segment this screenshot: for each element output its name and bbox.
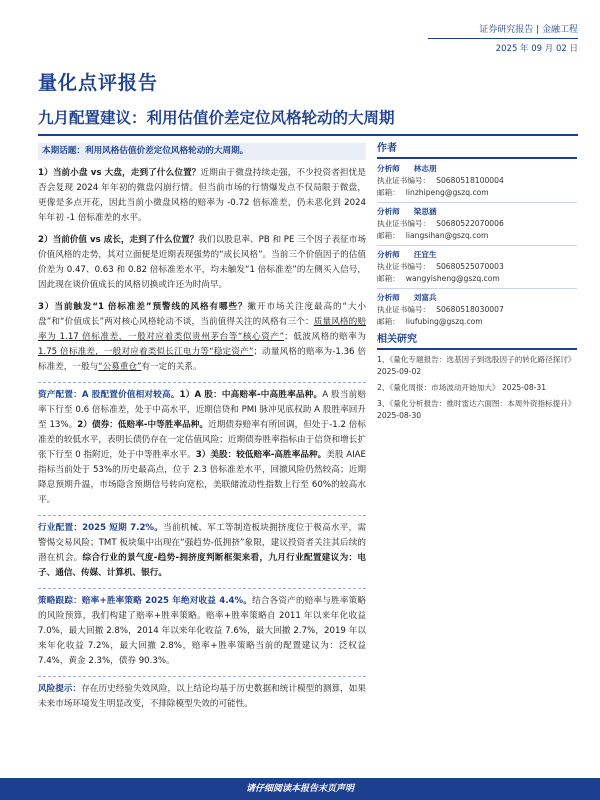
cert-number: S0680518100004 [436,176,504,185]
cert-label: 执业证书编号： [377,262,431,271]
email-label: 邮箱： [377,188,400,197]
related-list [377,354,577,422]
paragraph-lead: 策略跟踪：赔率+胜率策略 2025 年绝对收益 4.4%。 [38,596,253,606]
cert-number: S0680525070003 [436,262,504,271]
paragraph-body: 结合各资产的赔率与胜率策略的风险预算，我们构建了赔率+胜率策略。赔率+胜率策略自 2011 年以来年化收益 7.0%，最大回撤 2.8%，2014 年以来年化收益 7.6%，最大回撤 2.7%，2019 年以来年化收益 7.2%，最大回撤 2.8%，赔率+胜率策略当前的配置建议为：泛权益 7.4%，黄金 2.3%，债券 90.3%。 [38,596,366,666]
analyst-role: 分析师 [377,164,400,173]
paragraph-lead: 资产配置：A 股配置价值相对较高。 [38,390,180,400]
analyst-name: 梁思涵 [413,207,437,216]
report-type: 量化点评报告 [38,72,159,94]
topic-banner: 本期话题：利用风格估值价差定位风格轮动的大周期。 [38,143,366,160]
paragraph-body: 有一定的关系。 [141,362,202,372]
paragraph-body: ；低波风格的赔率为 [284,332,366,342]
cert-label: 执业证书编号： [377,305,431,314]
cert-number: S0680518030007 [436,305,504,314]
paragraph-lead: 风险提示： [38,684,82,694]
paragraph-body: A 股当前赔率下行至 0.6 倍标准差，处于中高水平，近期信贷和 PMI 脉冲见底权助 A 股胜率回升至 13%。 [38,390,366,430]
related-item[interactable]: 2、《量化周报：市场波动开始加大》 2025-08-31 [377,383,547,392]
analyst-divider [377,288,577,289]
cert-label: 执业证书编号： [377,176,431,185]
cert-number: S0680522070006 [436,219,504,228]
paragraph-body: 存在历史经验失效风险，以上结论均基于历史数据和统计模型的测算，如果未来市场环境发生明显改变，不排除模型失效的可能性。 [38,684,366,709]
analyst-role: 分析师 [377,250,400,259]
email-label: 邮箱： [377,231,400,240]
email-link[interactable]: liangsihan@gszq.com [405,231,489,240]
quality-style-note: 质量风格的赔率为 1.17 倍标准差，一般对应着类似贵州茅台等“核心资产” [38,317,366,342]
related-item[interactable]: 1、《量化专题报告：选基因子到选股因子的转化路径探讨》 2025-09-02 [377,355,576,376]
paragraph-body: 撇开市场关注度最高的“大小盘”和“价值成长”两对核心风格轮动不谈，当前值得关注的风格有三个： [38,302,367,327]
footer-disclaimer: 请仔细阅读本报告末页声明 [0,778,600,800]
bond-summary: 2）债券：低赔率-中等胜率品种。 [77,420,209,430]
report-date: 2025 年 09 月 02 日 [495,44,578,54]
paragraph-lead: 3）当前触发“1 倍标准差”预警线的风格有哪些？ [38,302,248,312]
email-link[interactable]: linzhipeng@gszq.com [405,188,489,197]
analyst-role: 分析师 [377,207,400,216]
paragraph-body: ；动量风格的赔率为-1.36 倍标准差，一般与 [38,347,367,372]
paragraph-body: 美股 AIAE 指标当前处于 53%的历史最高点，位于 2.3 倍标准差水平，回撤风险仍然较高；近期降息预期升温，市场隐含预期信号转向宽松，美联储流动性指数上行至 60%的较高水平。 [38,450,366,505]
paragraph-size-style [38,166,366,226]
paragraph-body: 近期债券赔率有所回调，但处于-1.2 倍标准差的较低水平，表明长债仍存在一定估值风险；近期债券胜率指标由于信贷和增长扩张下行至 0 指附近，处于中等胜率水平。 [38,420,366,460]
authors-heading: 作者 [377,143,577,159]
report-category: 证券研究报告 | 金融工程 [479,25,578,35]
paragraph-strategy-tracking [38,588,366,669]
email-label: 邮箱： [377,317,400,326]
us-stock-summary: 3）美股：较低赔率-高胜率品种。 [195,450,327,460]
analyst-name: 刘富兵 [413,293,437,302]
paragraph-industry-allocation [38,515,366,581]
paragraph-risk-warning [38,676,366,712]
related-item[interactable]: 3、《量化分析报告：推时雷达六面图：本周外资指标提升》 2025-08-30 [377,399,576,420]
fund-holdings-note: “公募重仓” [98,362,142,372]
paragraph-value-growth [38,233,366,293]
analyst-name: 林志朋 [413,164,437,173]
paragraph-body: 近期由于微盘持续走强，不少投资者担忧是否会复现 2024 年年初的微盘闪崩行情。但当前市场的行情爆发点不仅局限于微盘，更像是多点开花，因此当前小微盘风格的赔率为 -0.72 倍标准差，仍未恶化到 2024 年年初 -1 倍标准差的水平。 [38,168,366,223]
paragraph-body: 当前机械、军工等制造板块拥挤度位于极高水平，需警惕交易风险；TMT 板块集中出现在“强趋势-低拥挤”象限，建议投资者关注其后续的潜在机会。 [38,523,366,563]
report-title: 九月配置建议：利用估值价差定位风格轮动的大周期 [38,109,395,127]
report-header-meta [428,22,578,54]
analyst-name: 汪宜生 [413,250,437,259]
main-content [38,143,366,719]
analyst-card [377,206,577,242]
paragraph-warning-styles [38,300,366,375]
paragraph-body: 我们以股息率、PB 和 PE 三个因子表征市场价值风格的走势，其对立面便是近期表现强势的“成长风格”。当前三个价值因子的估值价差为 0.47、0.63 和 0.82 倍标准差水平，均未触发“1 倍标准差”的左侧买入信号，因此现在谈价值成长的风格切换或许还为时尚早。 [38,235,366,290]
sidebar [377,143,577,426]
email-link[interactable]: wangyisheng@gszq.com [405,274,500,283]
email-link[interactable]: liufubing@gszq.com [405,317,483,326]
analyst-divider [377,202,577,203]
related-heading: 相关研究 [377,334,577,350]
header-divider [428,38,578,39]
analyst-card [377,163,577,199]
a-share-summary: 1）A 股：中高赔率-中高胜率品种。 [179,390,323,400]
paragraph-lead: 行业配置：2025 短期 7.2%。 [38,523,164,533]
paragraph-asset-allocation [38,382,366,508]
cert-label: 执业证书编号： [377,219,431,228]
email-label: 邮箱： [377,274,400,283]
analyst-role: 分析师 [377,293,400,302]
lowvol-style-note: 1.75 倍标准差，一般对应着类似长江电力等“稳定资产” [38,347,254,357]
related-research [377,334,577,422]
paragraph-lead: 2）当前价值 vs 成长，走到了什么位置？ [38,235,199,245]
title-divider [38,134,578,136]
analyst-card [377,292,577,328]
analyst-card [377,249,577,285]
analyst-divider [377,245,577,246]
industry-recommendation: 综合行业的景气度-趋势-拥挤度判断框架来看，九月行业配置建议为：电子、通信、传媒、计算机、银行。 [38,553,366,578]
paragraph-lead: 1）当前小盘 vs 大盘，走到了什么位置？ [38,168,201,178]
